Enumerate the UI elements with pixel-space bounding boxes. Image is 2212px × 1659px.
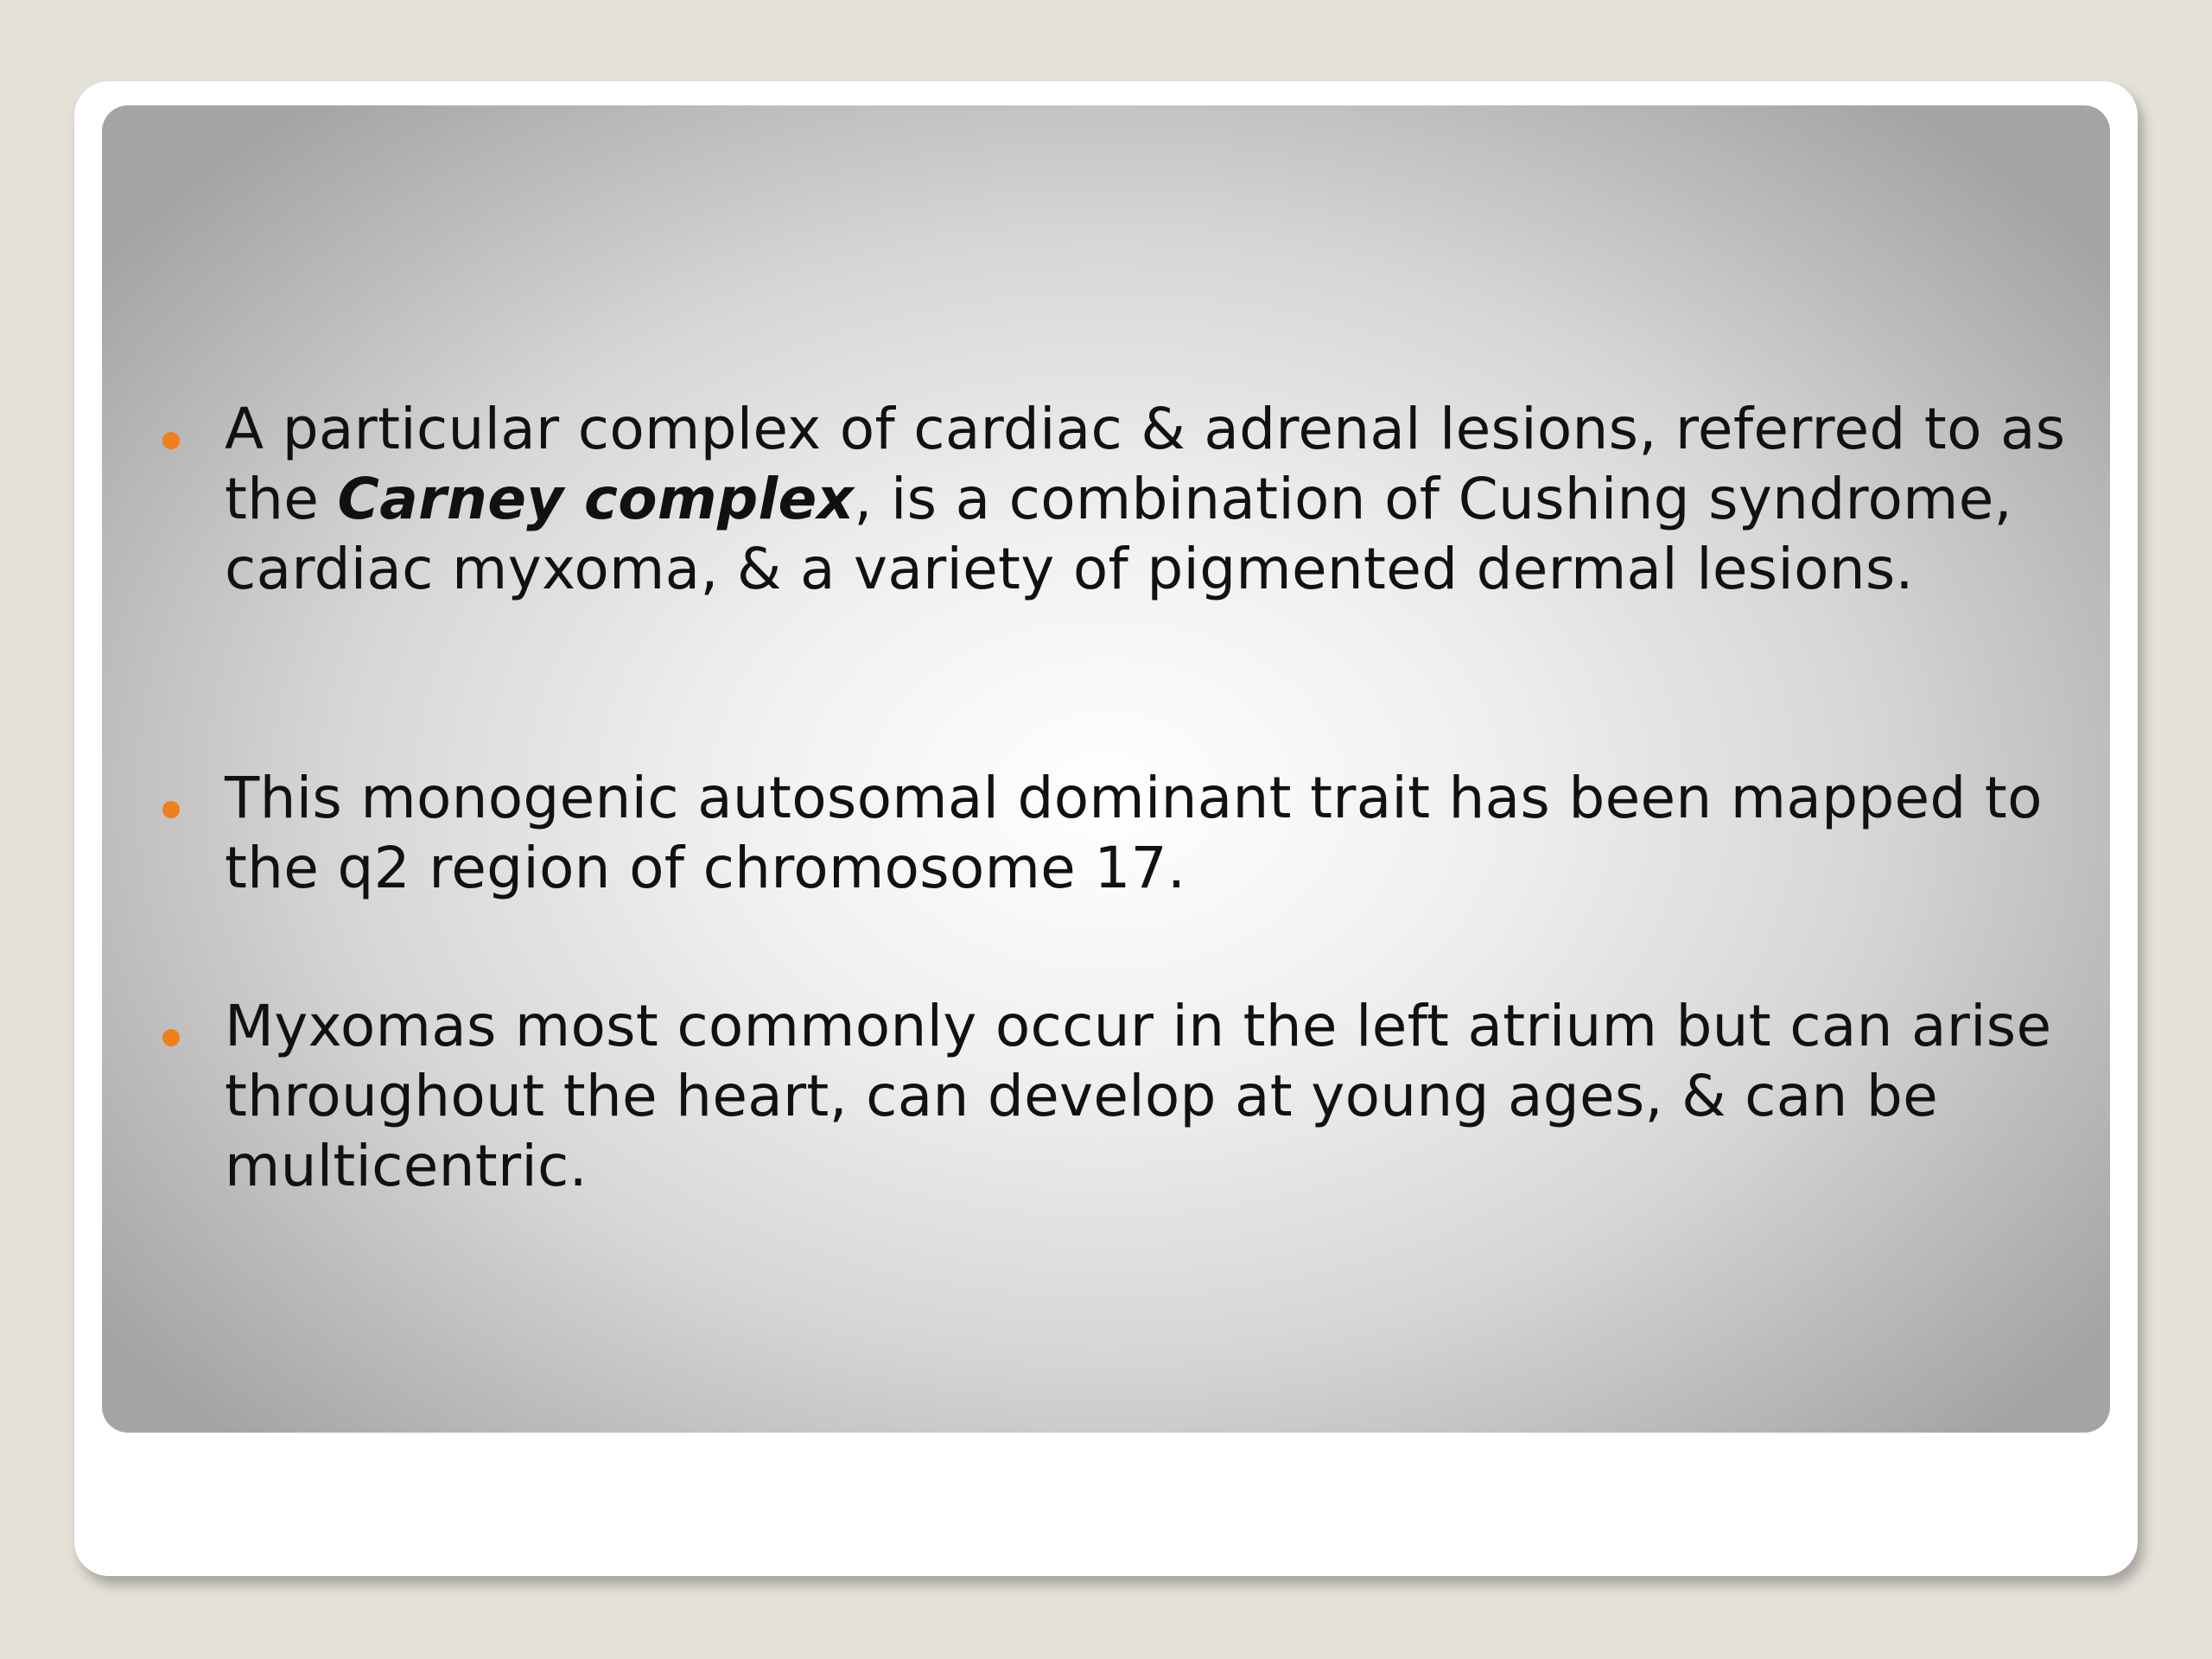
bullet-text-segment: , is a combination of Cushing syndrome, cardiac myxoma, & a variety of pigmented dermal lesions. xyxy=(225,466,2012,602)
bullet-text: Myxomas most commonly occur in the left atrium but can arise throughout the heart, can develop at young ages, & can be multicentric. xyxy=(225,993,2052,1199)
slide-frame xyxy=(74,81,2138,1576)
bullet-dot-icon xyxy=(162,432,180,449)
bullet-text-segment: A particular complex of cardiac & adrenal lesions, referred to as the xyxy=(225,396,2066,532)
bullet-dot-icon xyxy=(162,1029,180,1046)
bullet-text xyxy=(225,394,2100,604)
carney-complex-emphasis: Carney complex xyxy=(337,466,855,532)
bullet-dot-icon xyxy=(162,801,180,818)
slide-content-panel xyxy=(102,105,2110,1433)
bullet-text: This monogenic autosomal dominant trait has been mapped to the q2 region of chromosome 17. xyxy=(225,765,2043,901)
